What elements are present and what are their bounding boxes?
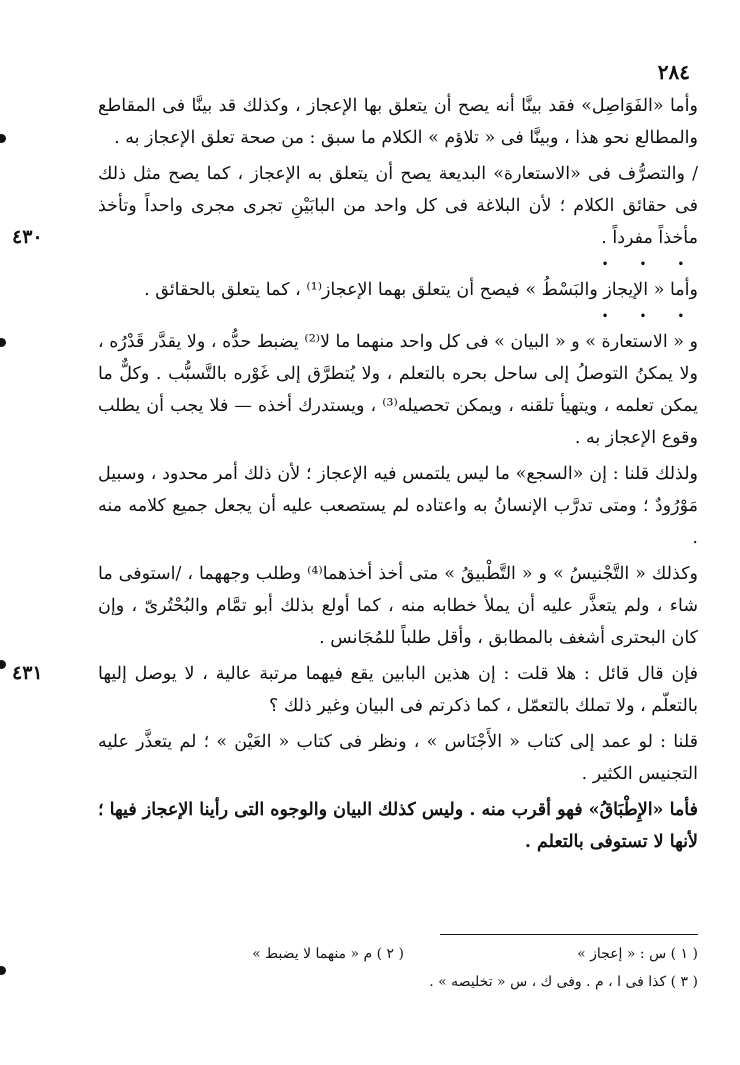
scan-edge-mark <box>0 338 6 347</box>
footnote-line-2 <box>98 970 698 994</box>
paragraph-itbaq: فأما «الإِطْبَاقُ» فهو أقرب منه . وليس كذلك البيان والوجوه التى رأينا الإعجاز فيها ؛ لأنها لا تستوفى بالتعلم . <box>98 800 698 852</box>
paragraph-saj: ولذلك قلنا : إن «السجع» ما ليس يلتمس فيه الإعجاز ؛ لأن ذلك أمر محدود ، وسبيل مَوْرُودٌ ؛ ومتى تدرَّب الإنسانُ به واعتاده لم يستصعب عليه أن يجعل جميع كلامه منه . <box>98 464 698 548</box>
paragraph-tajnis: وكذلك « التَّجْنيسُ » و « التَّطْبيقُ » متى أخذ أخذهما⁽⁴⁾ وطلب وجههما ، /استوفى ما شاء ، ولم يتعذَّر عليه أن يملأ خطابه منه ، كما أولع بذلك أبو تمَّام والبُحْتُرىّ ، وإن كان البحترى أشغف بالمطابق ، وأقل طلباً للمُجَانس . <box>98 564 698 648</box>
margin-marker-430: ٤٣٠ <box>12 226 43 248</box>
scan-edge-mark <box>0 966 6 975</box>
footnote-rule <box>440 934 698 935</box>
footnote-1: ( ١ ) س : « إعجاز » <box>577 946 698 962</box>
section-separator: • • • <box>601 259 698 270</box>
paragraph-objection: فإن قال قائل : هلا قلت : إن هذين البابين يقع فيهما مرتبة عالية ، لا يوصل إليها بالتعلّم ، ولا تملك بالتعمّل ، كما ذكرتم فى البيان وغير ذلك ؟ <box>98 664 698 716</box>
paragraph-ijaz: وأما « الإيجاز والبَسْطُ » فيصح أن يتعلق بهما الإعجاز⁽¹⁾ ، كما يتعلق بالحقائق . <box>144 280 698 300</box>
footnote-2: ( ٢ ) م « منهما لا يضبط » <box>252 946 404 962</box>
footnote-3: ( ٣ ) كذا فى ا ، م . وفى ك ، س « تخليصه » . <box>429 974 698 990</box>
paragraph-fawasil: وأما «الفَوَاصِل» فقد بينَّا أنه يصح أن يتعلق بها الإعجاز ، وكذلك قد بينَّا فى المقاطع والمطالع نحو هذا ، وبينَّا فى « تلاؤم » الكلام ما سبق : من صحة تعلق الإعجاز به . <box>98 96 698 148</box>
margin-marker-431: ٤٣١ <box>12 662 43 684</box>
paragraph-answer: قلنا : لو عمد إلى كتاب « الأَجْنَاس » ، ونظر فى كتاب « العَيْن » ؛ لم يتعذَّر عليه التجنيس الكثير . <box>98 732 698 784</box>
scan-edge-mark <box>0 134 6 143</box>
section-separator: • • • <box>601 311 698 322</box>
main-text <box>98 90 698 862</box>
scan-edge-mark <box>0 660 6 669</box>
page-number: ٢٨٤ <box>657 60 690 84</box>
paragraph-bayan: و « الاستعارة » و « البيان » فى كل واحد منهما ما لا⁽²⁾ يضبط حدُّه ، ولا يقدَّر قَدْرُه ، ولا يمكنُ التوصلُ إلى ساحل بحره بالتعلم ، ولا يُتطرَّق إلى غَوْره بالتَّسبُّب . وكلٌّ ما يمكن تعلمه ، ويتهيأ تلقنه ، ويمكن تحصيله⁽³⁾ ، ويستدرك أخذه — فلا يجب أن يطلب وقوع الإعجاز به . <box>98 332 699 448</box>
footnote-line-1 <box>98 942 698 966</box>
paragraph-istiara: / والتصرُّف فى «الاستعارة» البديعة يصح أن يتعلق به الإعجاز ، كما يصح مثل ذلك فى حقائق الكلام ؛ لأن البلاغة فى كل واحد من البابَيْنِ تجرى مجرى واحداً وتأخذ مأخذاً مفرداً . <box>98 164 698 248</box>
